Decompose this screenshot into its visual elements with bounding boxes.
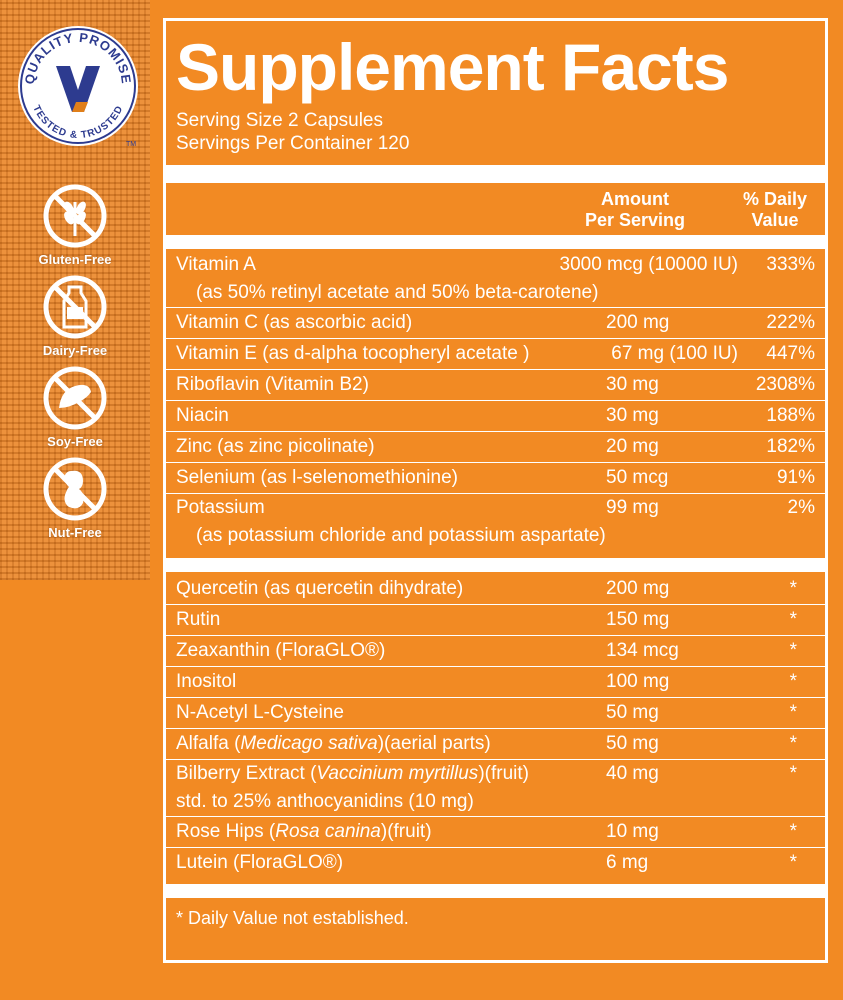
allergen-dairy-free — [25, 273, 125, 358]
allergen-label: Gluten-Free — [38, 252, 112, 267]
header-divider — [166, 235, 825, 249]
milk-bottle-crossed-icon — [41, 273, 109, 341]
allergen-label: Nut-Free — [48, 525, 102, 540]
badge-bottom-text: TESTED & TRUSTED — [30, 103, 126, 142]
ingredient-row: Quercetin (as quercetin dihydrate) 200 mg * — [176, 578, 797, 599]
footnote: * Daily Value not established. — [176, 908, 409, 928]
panel-title: Supplement Facts — [176, 30, 729, 104]
nutrient-row: Vitamin C (as ascorbic acid) 200 mg 222% — [176, 312, 815, 333]
ingredient-row: Bilberry Extract (Vaccinium myrtillus)(fruit) std. to 25% anthocyanidins (10 mg) 40 mg * — [176, 763, 797, 812]
ingredient-row: Rose Hips (Rosa canina)(fruit) 10 mg * — [176, 821, 797, 842]
servings-per-container: Servings Per Container 120 — [176, 133, 410, 154]
nutrient-row: Vitamin E (as d-alpha tocopheryl acetate ) 67 mg (100 IU) 447% — [176, 343, 815, 364]
badge-tm: TM — [126, 141, 137, 148]
column-header — [176, 183, 815, 235]
thick-divider — [166, 165, 825, 183]
ingredient-row: Rutin 150 mg * — [176, 609, 797, 630]
amount-header: Amount Per Serving — [584, 189, 686, 230]
allergen-nut-free — [25, 455, 125, 540]
ingredient-row: Zeaxanthin (FloraGLO®) 134 mcg * — [176, 640, 797, 661]
nutrient-row: Zinc (as zinc picolinate) 20 mg 182% — [176, 436, 815, 457]
serving-size: Serving Size 2 Capsules — [176, 110, 383, 131]
daily-value-header: % Daily Value — [742, 189, 808, 230]
peanut-crossed-icon — [41, 455, 109, 523]
nutrient-row: Riboflavin (Vitamin B2) 30 mg 2308% — [176, 374, 815, 395]
footer-divider — [166, 884, 825, 898]
nutrient-row: Vitamin A (as 50% retinyl acetate and 50% beta-carotene) 3000 mcg (10000 IU) 333% — [176, 254, 815, 303]
soybean-crossed-icon — [41, 364, 109, 432]
nutrient-row: Potassium (as potassium chloride and potassium aspartate) 99 mg 2% — [176, 497, 815, 546]
quality-promise-badge — [12, 20, 144, 152]
ingredient-row: Alfalfa (Medicago sativa)(aerial parts) 50 mg * — [176, 733, 797, 754]
wheat-crossed-icon — [41, 182, 109, 250]
nutrient-row: Niacin 30 mg 188% — [176, 405, 815, 426]
allergen-gluten-free — [25, 182, 125, 267]
badge-top-text: QUALITY PROMISE — [21, 29, 135, 86]
ingredient-row: Lutein (FloraGLO®) 6 mg * — [176, 852, 797, 873]
allergen-label: Soy-Free — [47, 434, 103, 449]
section-divider — [166, 558, 825, 572]
burlap-strip — [0, 0, 150, 580]
allergen-soy-free — [25, 364, 125, 449]
supplement-facts-panel — [163, 18, 828, 963]
nutrient-row: Selenium (as l-selenomethionine) 50 mcg 91% — [176, 467, 815, 488]
ingredient-row: Inositol 100 mg * — [176, 671, 797, 692]
ingredient-row: N-Acetyl L-Cysteine 50 mg * — [176, 702, 797, 723]
allergen-label: Dairy-Free — [42, 343, 108, 358]
